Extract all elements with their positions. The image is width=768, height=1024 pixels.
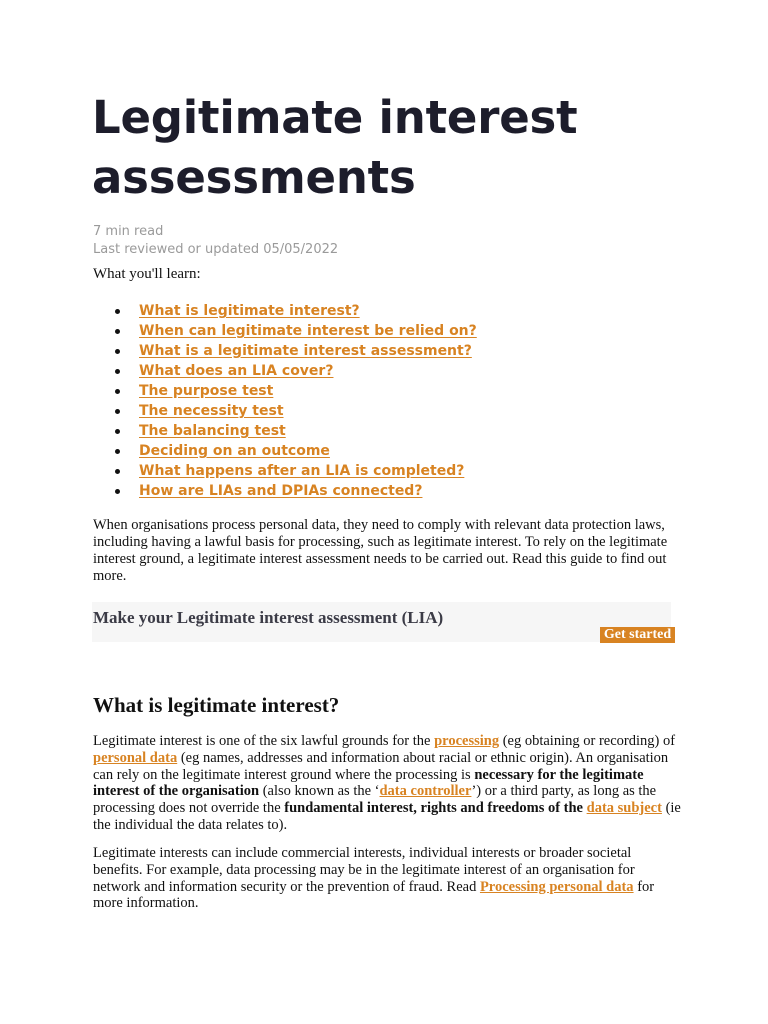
bullet-icon <box>115 429 120 434</box>
lia-panel-title: Make your Legitimate interest assessment (LIA) <box>93 608 444 627</box>
toc-link-lia-cover[interactable]: What does an LIA cover? <box>139 363 334 379</box>
article-meta <box>93 223 338 258</box>
bullet-icon <box>115 329 120 334</box>
paragraph-text: (eg obtaining or recording) of <box>499 733 676 749</box>
toc-item <box>112 381 477 401</box>
data-controller-link[interactable]: data controller <box>379 783 472 800</box>
read-time: 7 min read <box>93 224 164 239</box>
last-reviewed-date: Last reviewed or updated 05/05/2022 <box>93 241 339 257</box>
toc-item <box>112 461 477 481</box>
bullet-icon <box>115 449 120 454</box>
toc-link-after-lia[interactable]: What happens after an LIA is completed? <box>139 463 465 479</box>
processing-personal-data-link[interactable]: Processing personal data <box>479 878 634 895</box>
data-subject-link[interactable]: data subject <box>586 800 662 817</box>
paragraph-text: ’) or a third party, as long as the processing does not override the <box>93 783 657 817</box>
bullet-icon <box>115 349 120 354</box>
toc-item <box>112 321 477 341</box>
toc-link-necessity-test[interactable]: The necessity test <box>139 403 284 419</box>
emphasis-text: fundamental interest, rights and freedoms of the <box>284 800 583 817</box>
paragraph-text: (also known as the ‘ <box>259 783 380 800</box>
lia-panel <box>92 602 671 642</box>
processing-link[interactable]: processing <box>434 733 500 749</box>
bullet-icon <box>115 369 120 374</box>
toc-link-deciding-outcome[interactable]: Deciding on an outcome <box>139 443 330 459</box>
toc-link-when-relied-on[interactable]: When can legitimate interest be relied on? <box>139 323 477 339</box>
paragraph-text: (eg names, addresses and information about racial or ethnic origin). An organisation can rely on the legitimate interest ground where the processing is <box>93 749 669 783</box>
toc-item <box>112 421 477 441</box>
get-started-button[interactable]: Get started <box>600 627 675 643</box>
toc-item <box>112 401 477 421</box>
personal-data-link[interactable]: personal data <box>93 749 178 766</box>
intro-paragraph: When organisations process personal data, they need to comply with relevant data protection laws, including having a lawful basis for processing, such as legitimate interest. To rely on the legitimate interest ground, a legitimate interest assessment needs to be carried out. Read this guide to find out more. <box>93 517 668 584</box>
paragraph-text: Legitimate interest is one of the six lawful grounds for the <box>93 733 435 749</box>
bullet-icon <box>115 409 120 414</box>
emphasis-text: necessary for the legitimate interest of the organisation <box>93 766 644 800</box>
bullet-icon <box>115 489 120 494</box>
bullet-icon <box>115 469 120 474</box>
section-heading: What is legitimate interest? <box>93 693 340 717</box>
paragraph-text: for more information. <box>93 878 655 912</box>
toc-item <box>112 301 477 321</box>
toc-link-lias-dpias[interactable]: How are LIAs and DPIAs connected? <box>139 483 423 499</box>
bullet-icon <box>115 309 120 314</box>
toc-item <box>112 361 477 381</box>
page-title: Legitimate interest assessments <box>92 91 578 204</box>
legitimate-interests-examples-paragraph <box>93 845 683 912</box>
toc-link-what-is-lia[interactable]: What is a legitimate interest assessment? <box>139 343 472 359</box>
table-of-contents <box>112 301 477 501</box>
toc-item <box>112 481 477 501</box>
toc-item <box>112 441 477 461</box>
toc-link-what-is-legitimate-interest[interactable]: What is legitimate interest? <box>139 303 360 319</box>
bullet-icon <box>115 389 120 394</box>
legitimate-interest-paragraph <box>93 733 683 834</box>
toc-link-purpose-test[interactable]: The purpose test <box>139 383 274 399</box>
learn-label: What you'll learn: <box>93 266 201 282</box>
paragraph-text: (ie the individual the data relates to). <box>93 800 681 833</box>
toc-item <box>112 341 477 361</box>
toc-link-balancing-test[interactable]: The balancing test <box>139 423 286 439</box>
paragraph-text: Legitimate interests can include commercial interests, individual interests or broader societal benefits. For example, data processing may be in the legitimate interest of an organisation for network and information security or the prevention of fraud. Read <box>93 845 635 895</box>
